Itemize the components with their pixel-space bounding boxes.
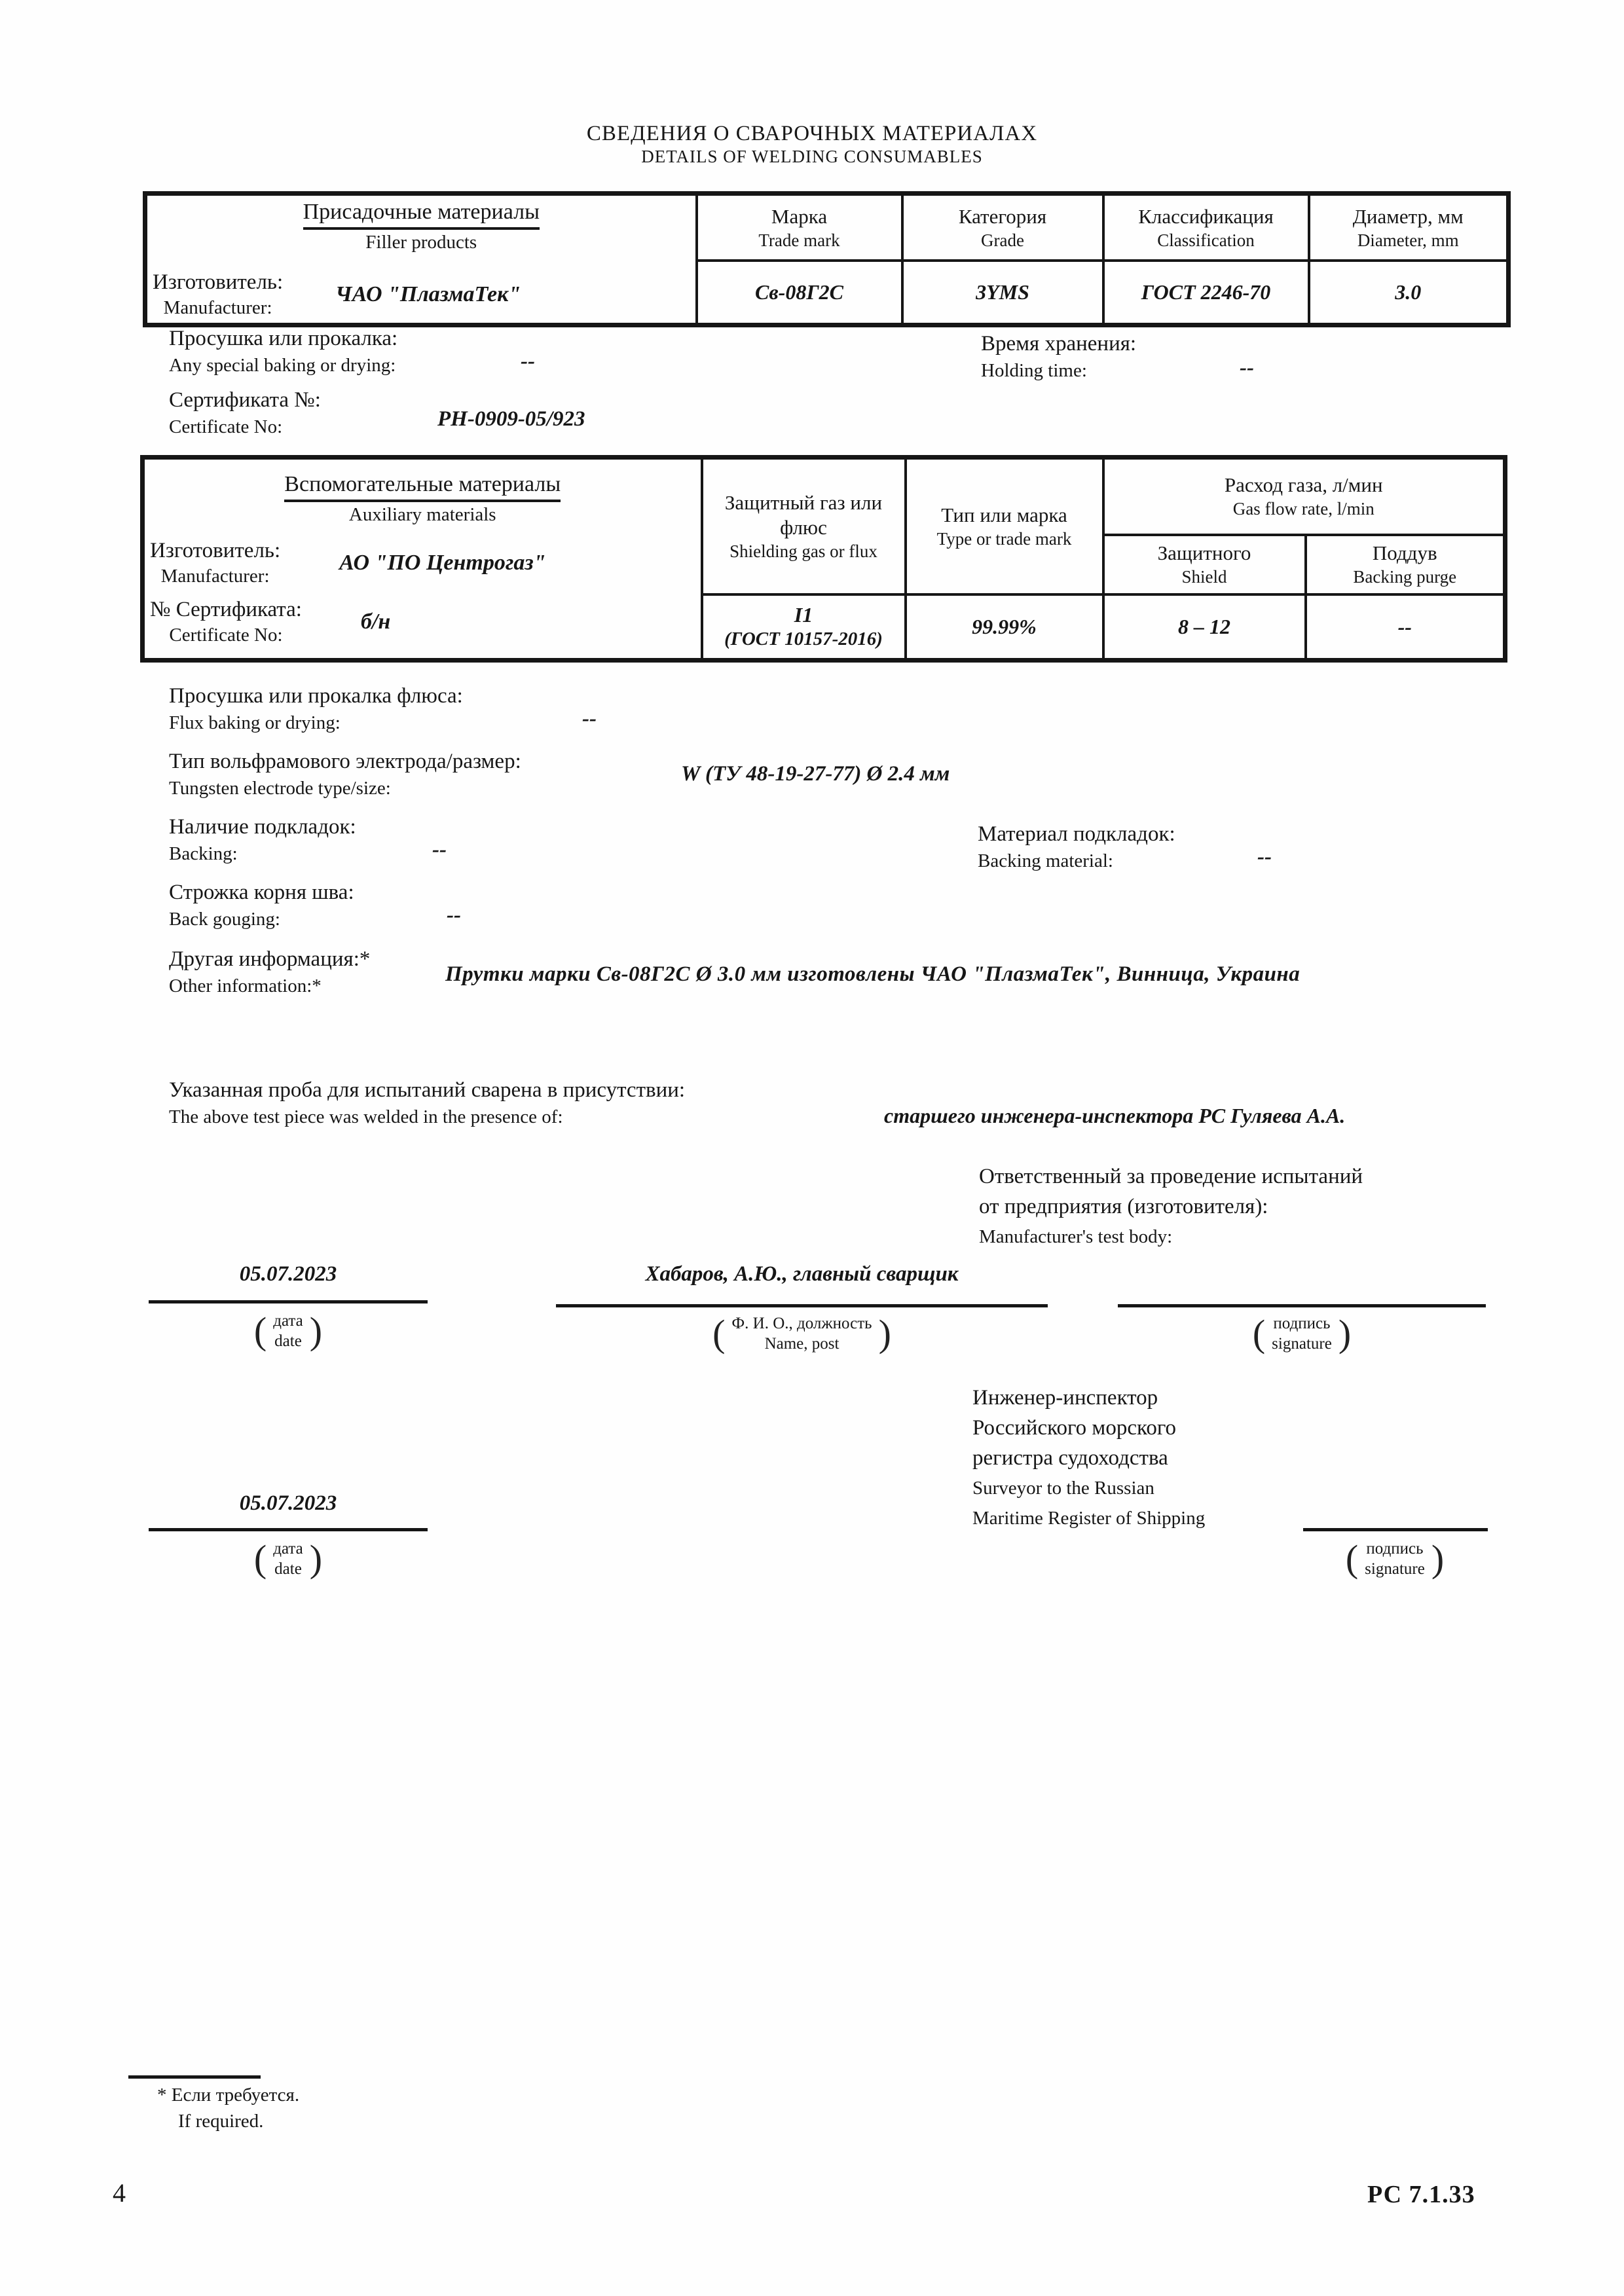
filler-section-title-en: Filler products bbox=[365, 232, 477, 253]
form-code: РС 7.1.33 bbox=[1367, 2181, 1475, 2208]
col-header-shielding-gas-ru: Защитный газ или флюс bbox=[724, 490, 883, 539]
col-header-classification bbox=[1103, 194, 1309, 261]
col-header-classification-ru: Классификация bbox=[1138, 204, 1274, 228]
field-certificate-label-ru: Сертификата №: bbox=[169, 388, 321, 412]
field-certificate-label bbox=[169, 386, 321, 440]
col-header-shielding-gas-en: Shielding gas or flux bbox=[729, 541, 877, 561]
field-holding-time-label-ru: Время хранения: bbox=[981, 332, 1137, 355]
signature2-date: 05.07.2023 bbox=[239, 1491, 337, 1515]
col-header-trade-mark-ru: Марка bbox=[771, 204, 828, 228]
open-paren: ( bbox=[712, 1312, 726, 1355]
col-header-type-or-trade-mark-ru: Тип или марка bbox=[941, 503, 1067, 526]
footnote-ru: * Если требуется. bbox=[157, 2085, 300, 2105]
field-tungsten-electrode-label-ru: Тип вольфрамового электрода/размер: bbox=[169, 750, 521, 773]
field-other-info-value: Прутки марки Св-08Г2С Ø 3.0 мм изготовлены ЧАО "ПлазмаТек", Винница, Украина bbox=[445, 962, 1301, 986]
aux-manufacturer-label-ru: Изготовитель: bbox=[150, 538, 281, 562]
field-backing-material-label-en: Backing material: bbox=[978, 850, 1113, 871]
field-baking-label bbox=[169, 325, 397, 378]
aux-manufacturer-label bbox=[150, 538, 280, 589]
col-header-shielding-gas bbox=[702, 458, 906, 594]
value-diameter: 3.0 bbox=[1309, 261, 1509, 325]
witness-statement-label-ru: Указанная проба для испытаний сварена в присутствии: bbox=[169, 1078, 686, 1102]
field-holding-time-value: -- bbox=[1240, 356, 1254, 380]
col-header-gas-flow-rate-ru: Расход газа, л/мин bbox=[1224, 473, 1383, 497]
field-flux-baking-value: -- bbox=[582, 707, 597, 731]
field-flux-baking-label bbox=[169, 682, 463, 736]
signature1-name: Хабаров, А.Ю., главный сварщик bbox=[645, 1262, 959, 1286]
witness-statement-label bbox=[169, 1076, 685, 1130]
signature1-sign-caption bbox=[1118, 1313, 1486, 1354]
aux-section-title bbox=[150, 471, 695, 527]
col-header-backing-purge-en: Backing purge bbox=[1353, 567, 1457, 587]
aux-certificate-row bbox=[150, 596, 695, 647]
aux-certificate-value: б/н bbox=[360, 609, 391, 634]
footnote-rule bbox=[128, 2075, 261, 2079]
field-baking-value: -- bbox=[521, 350, 535, 373]
close-paren: ) bbox=[1338, 1312, 1352, 1355]
responsible-line2: от предприятия (изготовителя): bbox=[979, 1195, 1268, 1218]
date-caption-text bbox=[273, 1539, 303, 1579]
name-caption-text bbox=[731, 1313, 872, 1354]
col-header-grade-ru: Категория bbox=[958, 204, 1047, 228]
signature1-name-line bbox=[556, 1304, 1048, 1307]
field-backing-material-label bbox=[978, 820, 1175, 874]
field-other-info-label bbox=[169, 945, 370, 999]
filler-section-title bbox=[153, 198, 690, 255]
page-number: 4 bbox=[113, 2178, 126, 2208]
field-other-info-label-ru: Другая информация:* bbox=[169, 947, 371, 971]
field-back-gouging-label bbox=[169, 879, 354, 932]
surveyor-title bbox=[972, 1383, 1205, 1533]
field-back-gouging-label-ru: Строжка корня шва: bbox=[169, 881, 354, 904]
col-header-diameter bbox=[1309, 194, 1509, 261]
value-trade-mark: Св-08Г2С bbox=[697, 261, 902, 325]
aux-section-title-ru: Вспомогательные материалы bbox=[284, 471, 561, 502]
aux-section-title-en: Auxiliary materials bbox=[348, 503, 496, 525]
field-certificate-label-en: Certificate No: bbox=[169, 416, 283, 437]
page-title-en: DETAILS OF WELDING CONSUMABLES bbox=[641, 147, 983, 166]
field-holding-time-label bbox=[981, 330, 1136, 384]
col-header-trade-mark bbox=[697, 194, 902, 261]
responsible-line1: Ответственный за проведение испытаний bbox=[979, 1165, 1363, 1188]
witness-statement-label-en: The above test piece was welded in the presence of: bbox=[169, 1106, 563, 1127]
aux-section-cell bbox=[143, 458, 702, 661]
date-caption-ru: дата bbox=[273, 1540, 303, 1558]
filler-manufacturer-value: ЧАО "ПлазмаТек" bbox=[335, 282, 521, 306]
field-tungsten-electrode-value: W (ТУ 48-19-27-77) Ø 2.4 мм bbox=[681, 762, 950, 786]
surveyor-line5: Maritime Register of Shipping bbox=[972, 1508, 1206, 1529]
signature1-sign-line bbox=[1118, 1304, 1486, 1307]
aux-manufacturer-row bbox=[150, 538, 695, 589]
signature1-date: 05.07.2023 bbox=[239, 1262, 337, 1286]
surveyor-line3: регистра судоходства bbox=[972, 1446, 1168, 1470]
field-backing-value: -- bbox=[432, 838, 447, 862]
field-baking-label-en: Any special baking or drying: bbox=[169, 355, 396, 376]
value-classification: ГОСТ 2246-70 bbox=[1103, 261, 1309, 325]
close-paren: ) bbox=[1431, 1537, 1445, 1580]
sign-caption-text bbox=[1365, 1539, 1425, 1579]
field-flux-baking-label-ru: Просушка или прокалка флюса: bbox=[169, 684, 463, 708]
col-header-shield bbox=[1103, 535, 1306, 594]
filler-manufacturer-label-en: Manufacturer: bbox=[163, 297, 272, 318]
aux-certificate-label-en: Certificate No: bbox=[169, 624, 283, 646]
sign-caption-ru: подпись bbox=[1366, 1540, 1424, 1558]
footnote-en: If required. bbox=[178, 2111, 264, 2132]
col-header-shield-ru: Защитного bbox=[1157, 541, 1251, 564]
name-caption-ru: Ф. И. О., должность bbox=[731, 1315, 872, 1332]
sign-caption-text bbox=[1272, 1313, 1332, 1354]
field-backing-label-ru: Наличие подкладок: bbox=[169, 815, 356, 839]
value-shielding-gas-line1: I1 bbox=[794, 602, 813, 627]
surveyor-line2: Российского морского bbox=[972, 1416, 1177, 1440]
responsible-line3: Manufacturer's test body: bbox=[979, 1226, 1173, 1247]
filler-manufacturer-row bbox=[153, 269, 690, 320]
signature2-date-line bbox=[149, 1528, 428, 1531]
col-header-shield-en: Shield bbox=[1181, 567, 1227, 587]
field-backing-material-value: -- bbox=[1257, 845, 1272, 869]
field-back-gouging-label-en: Back gouging: bbox=[169, 909, 280, 930]
date-caption-en: date bbox=[274, 1332, 302, 1350]
name-caption-en: Name, post bbox=[764, 1335, 840, 1353]
filler-products-table bbox=[143, 191, 1511, 327]
filler-section-cell bbox=[145, 194, 697, 325]
filler-section-title-ru: Присадочные материалы bbox=[303, 198, 540, 230]
aux-manufacturer-value: АО "ПО Центрогаз" bbox=[339, 550, 546, 575]
field-tungsten-electrode-label bbox=[169, 748, 521, 801]
value-shielding-gas-line2: (ГОСТ 10157-2016) bbox=[724, 628, 883, 649]
auxiliary-materials-table bbox=[140, 455, 1507, 663]
aux-manufacturer-label-en: Manufacturer: bbox=[160, 565, 270, 587]
aux-certificate-label bbox=[150, 596, 302, 647]
col-header-backing-purge-ru: Поддув bbox=[1372, 541, 1437, 564]
col-header-grade-en: Grade bbox=[981, 230, 1024, 250]
open-paren: ( bbox=[1252, 1312, 1266, 1355]
value-shield-flow: 8 – 12 bbox=[1103, 594, 1306, 661]
value-type-or-trade-mark: 99.99% bbox=[906, 594, 1103, 661]
field-back-gouging-value: -- bbox=[447, 903, 461, 927]
field-backing-label-en: Backing: bbox=[169, 843, 238, 864]
col-header-grade bbox=[902, 194, 1103, 261]
sign-caption-en: signature bbox=[1272, 1335, 1332, 1353]
col-header-trade-mark-en: Trade mark bbox=[758, 230, 840, 250]
close-paren: ) bbox=[878, 1312, 891, 1355]
field-tungsten-electrode-label-en: Tungsten electrode type/size: bbox=[169, 778, 391, 799]
open-paren: ( bbox=[253, 1309, 267, 1352]
open-paren: ( bbox=[1345, 1537, 1359, 1580]
signature1-date-caption bbox=[149, 1311, 428, 1351]
close-paren: ) bbox=[309, 1537, 323, 1580]
col-header-diameter-ru: Диаметр, мм bbox=[1352, 204, 1464, 228]
col-header-type-or-trade-mark bbox=[906, 458, 1103, 594]
filler-manufacturer-label-ru: Изготовитель: bbox=[153, 270, 284, 294]
field-backing-material-label-ru: Материал подкладок: bbox=[978, 822, 1175, 846]
responsible-test-body bbox=[979, 1161, 1363, 1252]
col-header-diameter-en: Diameter, mm bbox=[1357, 230, 1459, 250]
col-header-backing-purge bbox=[1306, 535, 1505, 594]
field-backing-label bbox=[169, 813, 356, 867]
witness-statement-value: старшего инженера-инспектора РС Гуляева А.А. bbox=[884, 1104, 1346, 1127]
value-shielding-gas bbox=[702, 594, 906, 661]
surveyor-line1: Инженер-инспектор bbox=[972, 1386, 1158, 1410]
signature2-sign-line bbox=[1303, 1528, 1488, 1531]
signature2-sign-caption bbox=[1264, 1539, 1526, 1579]
value-grade: 3YMS bbox=[902, 261, 1103, 325]
col-header-gas-flow-rate bbox=[1103, 458, 1505, 535]
page-title-ru: СВЕДЕНИЯ О СВАРОЧНЫХ МАТЕРИАЛАХ bbox=[586, 122, 1038, 145]
field-other-info-label-en: Other information:* bbox=[169, 975, 322, 996]
field-certificate-value: РН-0909-05/923 bbox=[437, 407, 585, 431]
filler-manufacturer-label bbox=[153, 269, 283, 320]
signature1-name-caption bbox=[556, 1313, 1048, 1354]
date-caption-en: date bbox=[274, 1560, 302, 1578]
col-header-classification-en: Classification bbox=[1157, 230, 1255, 250]
date-caption-ru: дата bbox=[273, 1312, 303, 1330]
open-paren: ( bbox=[253, 1537, 267, 1580]
col-header-gas-flow-rate-en: Gas flow rate, l/min bbox=[1232, 499, 1375, 519]
field-holding-time-label-en: Holding time: bbox=[981, 360, 1087, 381]
sign-caption-en: signature bbox=[1365, 1560, 1425, 1578]
close-paren: ) bbox=[309, 1309, 323, 1352]
field-baking-label-ru: Просушка или прокалка: bbox=[169, 327, 398, 350]
value-backing-purge-flow: -- bbox=[1306, 594, 1505, 661]
signature2-date-caption bbox=[149, 1539, 428, 1579]
aux-certificate-label-ru: № Сертификата: bbox=[150, 597, 302, 621]
sign-caption-ru: подпись bbox=[1273, 1315, 1331, 1332]
field-flux-baking-label-en: Flux baking or drying: bbox=[169, 712, 341, 733]
date-caption-text bbox=[273, 1311, 303, 1351]
col-header-type-or-trade-mark-en: Type or trade mark bbox=[936, 528, 1072, 549]
surveyor-line4: Surveyor to the Russian bbox=[972, 1478, 1154, 1499]
signature1-date-line bbox=[149, 1300, 428, 1303]
